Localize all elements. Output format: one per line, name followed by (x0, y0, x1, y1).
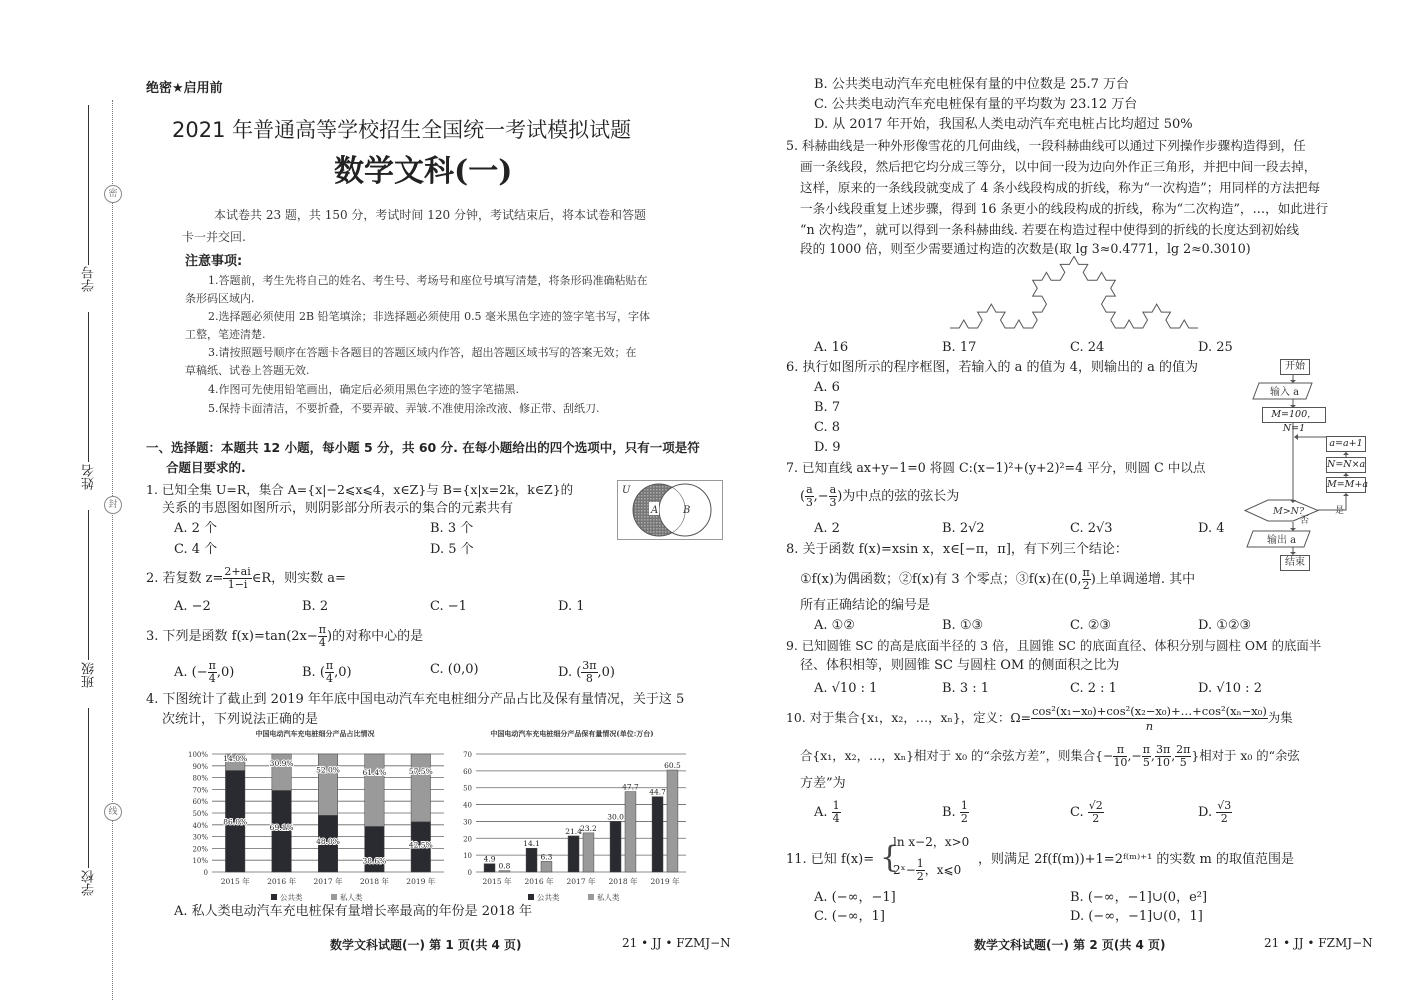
venn-label-a: A (651, 505, 659, 516)
question-10-text (786, 704, 1293, 733)
question-6-text: 6. 执行如图所示的程序框图，若输入的 a 的值为 4，则输出的 a 的值为 (786, 360, 1198, 375)
data-label: 52.0% (316, 765, 340, 775)
q7-option: C. 2√3 (1070, 521, 1113, 536)
q11-option: B. (−∞，−1]∪(0，e²] (1070, 890, 1208, 905)
exam-title: 2021 年普通高等学校招生全国统一考试模拟试题 (172, 118, 632, 142)
flow-output: 输出 a (1267, 535, 1297, 546)
data-label: 48.0% (316, 836, 340, 846)
q3-opt-frac (581, 660, 597, 685)
q10-option (814, 800, 841, 825)
venn-diagram (617, 480, 723, 540)
question-4-text: 次统计，下列说法正确的是 (162, 712, 319, 727)
x-tick-label: 2017 年 (313, 877, 343, 886)
page-footer: 数学文科试题(一) 第 2 页(共 4 页) (974, 938, 1166, 952)
chart-title: 中国电动汽车充电桩细分产品保有量情况(单位:万台) (490, 729, 654, 738)
legend-swatch (331, 894, 337, 900)
q3-opt-label: C. (0,0) (430, 662, 479, 677)
q2-option: C. −1 (430, 599, 467, 614)
frac-num: π (1113, 744, 1127, 757)
notice-item: 4.作图可先使用铅笔画出，确定后必须用黑色字迹的签字笔描黑. (208, 383, 519, 396)
bar (625, 792, 636, 872)
frac-num: √3 (1217, 799, 1232, 812)
seal-xian: 线 (104, 803, 122, 821)
bar (610, 821, 621, 872)
q11-option: C. (−∞，1] (814, 909, 885, 924)
frac-den: 5 (1142, 756, 1150, 769)
question-10-text (800, 744, 1300, 769)
x-tick-label: 2019 年 (406, 877, 436, 886)
data-label: 4.9 (483, 854, 496, 864)
notice-item: 5.保持卡面清洁，不要折叠，不要弄破、弄皱.不准使用涂改液、修正带、刮纸刀. (208, 402, 600, 415)
q1-option: A. 2 个 (174, 521, 218, 536)
case2-frac (916, 858, 925, 883)
q4-option-a: A. 私人类电动汽车充电桩保有量增长率最高的年份是 2018 年 (174, 904, 533, 919)
q7-option: D. 4 (1198, 521, 1225, 536)
q6-option: D. 9 (814, 440, 841, 455)
school-label: 学校 (82, 870, 97, 896)
q3-opt-label: A. (− (174, 665, 208, 680)
bar (568, 836, 579, 872)
notice-item: 3.请按照题号顺序在答题卡各题目的答题区域内作答，超出答题区域书写的答案无效；在 (208, 346, 637, 359)
flow-yes-label: 是 (1335, 506, 1345, 516)
data-label: 60.5 (664, 761, 681, 771)
opt-label: B. (942, 805, 956, 820)
q8-option: B. ①③ (942, 618, 984, 633)
q3-opt-frac (208, 660, 217, 685)
q3-prefix: 3. 下列是函数 f(x)=tan(2x− (146, 629, 318, 644)
question-9-text: 9. 已知圆锥 SC 的高是底面半径的 3 倍，且圆锥 SC 的底面直径、体积分别与圆柱 OM 的底面半 (786, 638, 1322, 653)
q10-line2-post: }相对于 x₀ 的“余弦 (1191, 748, 1300, 763)
page-code: 21 • JJ • FZMJ−N (1264, 936, 1373, 950)
q2-frac-num: 2+ai (224, 565, 251, 578)
y-tick-label: 90% (192, 762, 208, 771)
data-label: 6.3 (540, 852, 553, 862)
q1-option: C. 4 个 (174, 542, 218, 557)
q10-sep: ,− (1127, 748, 1142, 763)
question-3-text (146, 624, 423, 649)
q11-case-2 (893, 858, 961, 883)
q3-option (302, 660, 352, 685)
frac-den: 2 (1082, 579, 1090, 592)
q7-option: A. 2 (814, 521, 840, 536)
data-label: 38.6% (362, 856, 387, 866)
bar (583, 833, 594, 872)
intro-line: 卡一并交回. (182, 230, 246, 244)
flow-step-n: N=N×a (1326, 457, 1366, 473)
question-5-text: 段的 1000 倍，则至少需要通过构造的次数是(取 lg 3≈0.4771，lg 2≈0.3010) (800, 241, 1251, 256)
flow-init: M=100，N=1 (1262, 407, 1326, 423)
y-tick-label: 50 (463, 784, 472, 793)
q2-option: B. 2 (302, 599, 329, 614)
q3-opt-tail: ,0) (334, 665, 352, 680)
question-7-text (800, 484, 959, 509)
legend-label: 公共类 (537, 893, 560, 901)
opt-label: A. (814, 805, 828, 820)
notice-item: 条形码区域内. (185, 292, 255, 305)
flow-step-m: M=M+a (1326, 477, 1366, 493)
opt-label: D. (1198, 805, 1213, 820)
frac-num: cos²(x₁−x₀)+cos²(x₂−x₀)+…+cos²(xₙ−x₀) (1032, 704, 1267, 718)
section-heading: 一、选择题：本题共 12 小题，每小题 5 分，共 60 分. 在每小题给出的四个选项中，只有一项是符 (146, 440, 700, 455)
y-tick-label: 10% (192, 857, 208, 866)
bar (667, 770, 678, 872)
data-label: 14.0% (223, 754, 248, 764)
q10-post: 为集 (1267, 710, 1293, 725)
q10-omega-frac (1031, 704, 1268, 733)
y-tick-label: 0 (467, 869, 472, 877)
q8-option: A. ①② (814, 618, 855, 633)
question-8-text: 所有正确结论的编号是 (800, 598, 931, 613)
q10-frac (1113, 744, 1127, 769)
student-id-label: 学号 (82, 266, 97, 292)
q5-option: C. 24 (1070, 340, 1105, 355)
seal-feng: 封 (104, 496, 122, 514)
section-heading: 合题目要求的. (166, 460, 246, 475)
question-5-text: 5. 科赫曲线是一种外形像雪花的几何曲线，一段科赫曲线可以通过下列操作步骤构造得到，任 (786, 138, 1306, 153)
frac-num: 2π (1176, 743, 1191, 756)
x-tick-label: 2018 年 (608, 877, 638, 886)
q8-line2-pre: ①f(x)为偶函数；②f(x)有 3 个零点；③f(x)在(0, (800, 572, 1082, 587)
notice-item: 1.答题前，考生先将自己的姓名、考生号、考场号和座位号填写清楚，将条形码准确粘贴在 (208, 274, 648, 287)
x-tick-label: 2018 年 (359, 877, 389, 886)
question-7-text: 7. 已知直线 ax+y−1=0 将圆 C:(x−1)²+(y+2)²=4 平分，则圆 C 中以点 (786, 460, 1206, 475)
frac-num: 3π (1155, 743, 1171, 756)
question-10-text: 方差”为 (800, 776, 846, 791)
share-stacked-bar-chart (180, 726, 450, 901)
opt-frac (1088, 800, 1104, 825)
frac-den: 5 (1179, 756, 1187, 769)
y-tick-label: 40% (192, 821, 208, 830)
q6-option: B. 7 (814, 400, 841, 415)
frac-den: n (1145, 719, 1154, 733)
q10-option (1198, 800, 1232, 825)
flow-condition: M>N? (1273, 506, 1305, 517)
seal-mi: 密 (104, 185, 122, 203)
q3-option (430, 660, 479, 680)
y-tick-label: 20 (463, 835, 472, 844)
y-tick-label: 70 (463, 751, 472, 759)
binding-dotted-line (112, 100, 113, 1000)
q7-option: B. 2√2 (942, 521, 985, 536)
frac-den: 8 (585, 672, 593, 685)
frac-num: √2 (1088, 799, 1103, 812)
data-label: 21.4 (565, 826, 582, 836)
q10-frac (1142, 744, 1151, 769)
q7-frac (805, 484, 814, 509)
q10-option (942, 800, 969, 825)
bar-segment (411, 754, 430, 822)
brace: { (880, 840, 900, 875)
data-label: 42.5% (408, 840, 433, 850)
q2-option: A. −2 (174, 599, 211, 614)
question-11-text: ，则满足 2f(f(m))+1=2ᶠ⁽ᵐ⁾⁺¹ 的实数 m 的取值范围是 (978, 852, 1295, 867)
q7-open: ( (800, 489, 806, 504)
y-tick-label: 40 (463, 801, 472, 810)
data-label: 57.5% (408, 766, 433, 776)
q10-sep: , (1171, 748, 1176, 763)
question-11-text: 11. 已知 f(x)= (786, 852, 875, 867)
page-code: 21 • JJ • FZMJ−N (622, 936, 731, 950)
q2-option: D. 1 (558, 599, 585, 614)
q3-frac-den: 4 (318, 636, 326, 649)
notice-item: 草稿纸、试卷上答题无效. (185, 364, 310, 377)
q10-option (1070, 800, 1104, 825)
q2-fraction (223, 566, 251, 591)
q10-line2-pre: 合{x₁，x₂，…，xₙ}相对于 x₀ 的“余弦方差”，则集合{− (800, 748, 1114, 763)
q8-frac (1082, 567, 1091, 592)
q10-sep: , (1151, 748, 1155, 763)
y-tick-label: 20% (192, 845, 208, 854)
q9-option: A. √10 : 1 (814, 681, 878, 696)
name-label: 姓名 (82, 464, 97, 490)
class-label: 班级 (82, 662, 97, 688)
x-tick-label: 2015 年 (220, 877, 250, 886)
frac-num: π (1082, 566, 1090, 579)
secret-tag: 绝密★启用前 (146, 81, 223, 96)
q10-frac (1155, 744, 1171, 769)
frac-num: π (208, 659, 216, 672)
flow-end: 结束 (1280, 555, 1310, 571)
frac-den: 2 (960, 812, 968, 825)
opt-label: C. (1070, 805, 1084, 820)
frac-num: 3π (582, 659, 597, 672)
q10-frac (1175, 744, 1191, 769)
y-tick-label: 80% (192, 774, 208, 783)
q9-option: B. 3 : 1 (942, 681, 990, 696)
flow-no-label: 否 (1300, 516, 1310, 526)
q1-option: B. 3 个 (430, 521, 474, 536)
frac-den: 3 (829, 496, 837, 509)
q3-opt-label: D. ( (558, 665, 582, 680)
q5-option: B. 17 (942, 340, 977, 355)
x-tick-label: 2016 年 (524, 877, 554, 886)
q3-fraction (318, 624, 327, 649)
x-tick-label: 2019 年 (650, 877, 680, 886)
frac-den: 2 (1220, 812, 1228, 825)
q3-opt-frac (325, 660, 334, 685)
question-5-text: 这样，原来的一条线段就变成了 4 条小线段构成的折线，称为“一次构造”；用同样的方法把每 (800, 180, 1321, 195)
notice-item: 2.选择题必须使用 2B 铅笔填涂；非选择题必须使用 0.5 毫米黑色字迹的签字笔书写，字体 (208, 310, 651, 323)
bar (499, 871, 510, 872)
q11-case-1: ln x−2，x>0 (893, 835, 970, 849)
q2-suffix: ∈R，则实数 a= (251, 571, 346, 586)
frac-den: 10 (1113, 756, 1128, 769)
frac-den: 4 (208, 672, 216, 685)
q9-option: C. 2 : 1 (1070, 681, 1117, 696)
data-label: 69.1% (269, 823, 294, 833)
data-label: 14.1 (523, 839, 540, 849)
q7-mid: ,− (813, 489, 829, 504)
q3-frac-num: π (318, 623, 326, 636)
legend-label: 私人类 (340, 893, 363, 901)
question-5-text: 一条小线段重复上述步骤，得到 16 条更小的线段构成的折线，称为“二次构造”，…，如此进行 (800, 201, 1329, 216)
q4-option-c: C. 公共类电动汽车充电桩保有量的平均数为 23.12 万台 (814, 97, 1138, 112)
legend-label: 公共类 (280, 893, 303, 901)
bar-segment (365, 754, 384, 826)
y-tick-label: 70% (192, 786, 208, 795)
opt-frac (960, 800, 969, 825)
venn-label-u: U (622, 485, 631, 496)
y-tick-label: 60% (192, 798, 208, 807)
notice-heading: 注意事项: (185, 254, 243, 269)
notice-item: 工整，笔迹清楚. (185, 328, 266, 341)
frac-den: 3 (805, 496, 813, 509)
koch-curve-figure (948, 256, 1200, 332)
q3-opt-tail: ,0) (216, 665, 235, 680)
q11-option: A. (−∞，−1] (814, 890, 896, 905)
frac-num: 1 (916, 857, 924, 870)
flow-input: 输入 a (1270, 387, 1300, 398)
q10-pre: 10. 对于集合{x₁，x₂，…，xₙ}，定义：Ω= (786, 710, 1032, 725)
frac-num: π (325, 659, 334, 672)
frac-num: a (806, 483, 813, 496)
y-tick-label: 30% (192, 833, 208, 842)
q11-option: D. (−∞，−1]∪(0，1] (1070, 909, 1203, 924)
holdings-bar-chart (452, 726, 692, 901)
q8-option: D. ①②③ (1198, 618, 1252, 633)
y-tick-label: 10 (463, 852, 472, 861)
question-2-text (146, 566, 346, 591)
chart-title: 中国电动汽车充电桩细分产品占比情况 (255, 729, 375, 738)
question-5-text: “n 次构造”，就可以得到一条科赫曲线. 若要在构造过程中使得到的折线的长度达到初始线 (800, 222, 1299, 237)
q2-frac-den: 1−i (227, 578, 248, 591)
flow-start: 开始 (1280, 359, 1310, 375)
opt-frac (832, 800, 841, 825)
case2-pre: 2ˣ− (893, 863, 916, 877)
question-4-text: 4. 下图统计了截止到 2019 年年底中国电动汽车充电桩细分产品占比及保有量情况，关于这 5 (146, 692, 685, 707)
frac-num: 1 (832, 799, 840, 812)
question-1-text: 关系的韦恩图如图所示，则阴影部分所表示的集合的元素共有 (162, 501, 514, 516)
q3-suffix: )的对称中心的是 (327, 629, 424, 644)
koch-curve-path (950, 256, 1198, 328)
frac-den: 2 (1092, 812, 1100, 825)
x-tick-label: 2015 年 (482, 877, 512, 886)
case2-post: ，x⩽0 (924, 863, 962, 877)
y-tick-label: 60 (463, 767, 472, 776)
data-label: 30.0 (607, 812, 624, 822)
q3-option (174, 660, 234, 685)
frac-num: a (829, 483, 837, 496)
bar (541, 861, 552, 872)
data-label: 23.2 (580, 823, 597, 833)
q1-option: D. 5 个 (430, 542, 474, 557)
frac-den: 4 (326, 672, 333, 685)
intro-line: 本试卷共 23 题，共 150 分，考试时间 120 分钟，考试结束后，将本试卷和答题 (214, 208, 646, 222)
q8-line2-post: )上单调递增. 其中 (1090, 572, 1196, 587)
frac-den: 10 (1156, 756, 1171, 769)
legend-swatch (528, 894, 534, 900)
q9-option: D. √10 : 2 (1198, 681, 1262, 696)
q4-option-d: D. 从 2017 年开始，我国私人类电动汽车充电桩占比均超过 50% (814, 117, 1193, 132)
flow-step-a: a=a+1 (1326, 436, 1366, 452)
q7-frac (829, 484, 838, 509)
y-tick-label: 0 (203, 869, 208, 877)
x-tick-label: 2017 年 (566, 877, 596, 886)
frac-den: 4 (832, 812, 840, 825)
frac-den: 2 (916, 870, 924, 883)
legend-label: 私人类 (597, 893, 620, 901)
legend-swatch (271, 894, 277, 900)
page-footer: 数学文科试题(一) 第 1 页(共 4 页) (330, 938, 522, 952)
bar (526, 848, 537, 872)
bar (652, 797, 663, 872)
venn-label-b: B (683, 505, 691, 516)
q3-option (558, 660, 615, 685)
y-tick-label: 50% (192, 810, 208, 818)
q6-option: C. 8 (814, 420, 841, 435)
frac-num: 1 (960, 799, 968, 812)
data-label: 47.7 (622, 782, 639, 792)
question-5-text: 画一条线段，然后把它均分成三等分，以中间一段为边向外作正三角形，并把中间一段去掉， (800, 159, 1317, 174)
x-tick-label: 2016 年 (267, 877, 297, 886)
q6-option: A. 6 (814, 380, 840, 395)
y-tick-label: 30 (463, 818, 472, 827)
question-9-text: 径、体积相等，则圆锥 SC 与圆柱 OM 的侧面积之比为 (800, 658, 1120, 673)
q2-prefix: 2. 若复数 z= (146, 571, 224, 586)
data-label: 0.8 (498, 861, 511, 871)
bar-segment (318, 754, 337, 815)
q5-option: D. 25 (1198, 340, 1233, 355)
data-label: 61.4% (362, 768, 387, 778)
q8-option: C. ②③ (1070, 618, 1112, 633)
q5-option: A. 16 (814, 340, 849, 355)
legend-swatch (588, 894, 594, 900)
frac-num: π (1142, 743, 1150, 756)
bar (484, 864, 495, 872)
data-label: 44.7 (649, 787, 666, 797)
opt-frac (1216, 800, 1232, 825)
q4-option-b: B. 公共类电动汽车充电桩保有量的中位数是 25.7 万台 (814, 77, 1130, 92)
q3-opt-tail: ,0) (597, 665, 616, 680)
data-label: 30.9% (269, 759, 294, 769)
y-tick-label: 100% (187, 751, 208, 759)
question-1-text: 1. 已知全集 U=R，集合 A={x|−2⩽x⩽4，x∈Z}与 B={x|x=2k，k∈Z}的 (146, 482, 574, 497)
q3-opt-label: B. ( (302, 665, 325, 680)
question-8-text (800, 567, 1195, 592)
data-label: 86.0% (223, 817, 248, 827)
exam-subtitle: 数学文科(一) (334, 154, 513, 189)
question-8-text: 8. 关于函数 f(x)=xsin x，x∈[−π，π]，有下列三个结论： (786, 542, 1128, 557)
q7-tail: )为中点的弦的弦长为 (837, 489, 960, 504)
